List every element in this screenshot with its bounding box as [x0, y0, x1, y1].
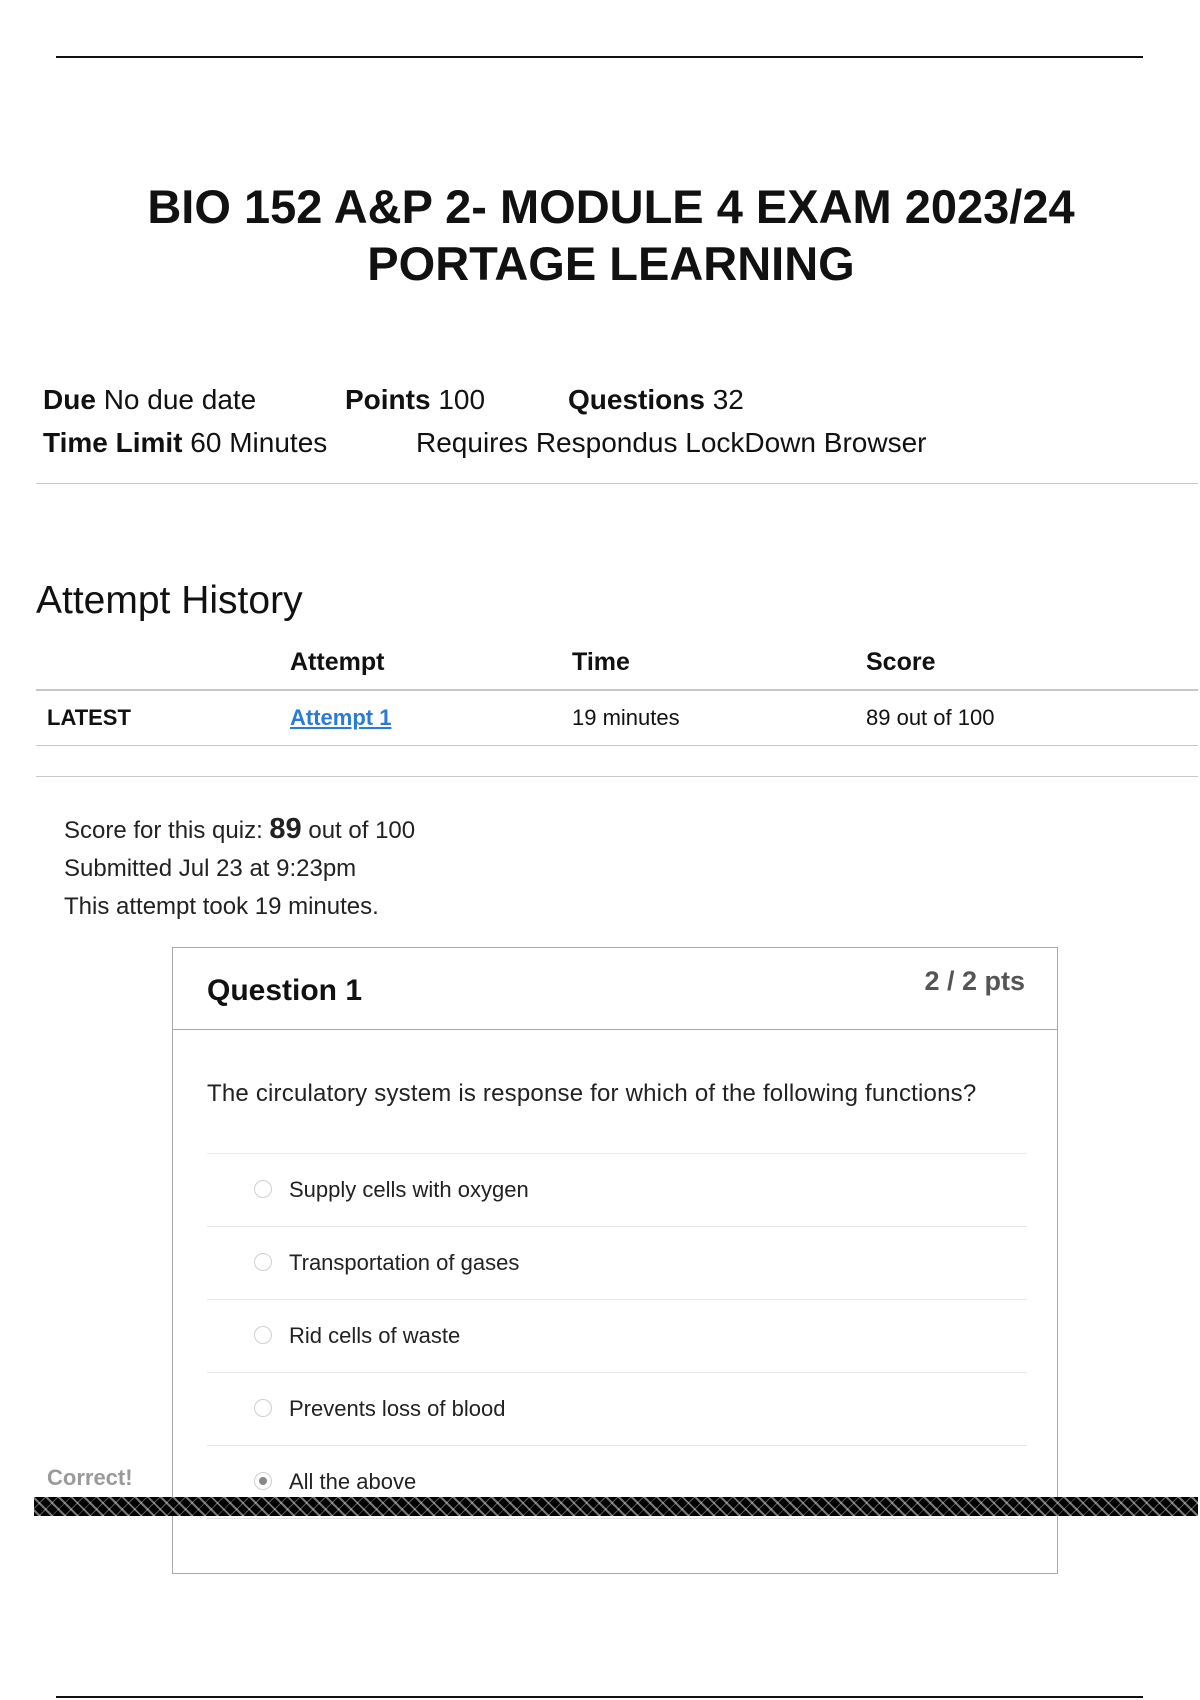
- answer-list: [207, 1153, 1027, 1519]
- column-header-score: Score: [866, 640, 1198, 690]
- submitted-line: Submitted Jul 23 at 9:23pm: [64, 855, 357, 882]
- correct-indicator: Correct!: [47, 1465, 133, 1490]
- questions-label: Questions: [568, 384, 705, 415]
- column-header-time: Time: [572, 640, 866, 690]
- questions-detail: [568, 383, 744, 417]
- score-prefix: Score for this quiz:: [64, 817, 270, 844]
- points-detail: [345, 383, 485, 417]
- answer-label: Prevents loss of blood: [289, 1396, 506, 1421]
- redaction-band: [34, 1497, 1198, 1516]
- time-limit-value: 60 Minutes: [190, 427, 328, 458]
- due-detail: [43, 383, 256, 417]
- quiz-details-row-2: [43, 426, 1143, 462]
- score-line: [64, 810, 415, 850]
- answer-label: Supply cells with oxygen: [289, 1177, 529, 1202]
- quiz-summary: [64, 810, 415, 926]
- column-header: [36, 640, 290, 690]
- document-title: [56, 178, 1166, 292]
- answer-option[interactable]: [207, 1373, 1027, 1446]
- top-rule: [56, 56, 1143, 58]
- latest-tag: LATEST: [36, 690, 290, 746]
- question-header: [173, 948, 1057, 1030]
- time-limit-detail: [43, 426, 327, 460]
- title-line-1: BIO 152 A&P 2- MODULE 4 EXAM 2023/24: [147, 180, 1075, 233]
- table-header-row: [36, 640, 1198, 690]
- attempt-cell: [290, 690, 572, 746]
- table-row: [36, 690, 1198, 746]
- radio-icon[interactable]: [254, 1326, 272, 1344]
- answer-option[interactable]: [207, 1154, 1027, 1227]
- radio-selected-icon[interactable]: [254, 1472, 272, 1490]
- score-value: 89: [269, 813, 302, 845]
- radio-icon[interactable]: [254, 1399, 272, 1417]
- due-value: No due date: [103, 384, 257, 415]
- question-title: Question 1: [207, 974, 363, 1007]
- due-label: Due: [43, 384, 96, 415]
- radio-icon[interactable]: [254, 1180, 272, 1198]
- time-limit-label: Time Limit: [43, 427, 183, 458]
- title-line-2: PORTAGE LEARNING: [367, 237, 855, 290]
- score-suffix: out of 100: [301, 817, 416, 844]
- radio-icon[interactable]: [254, 1253, 272, 1271]
- questions-value: 32: [712, 384, 744, 415]
- question-points: 2 / 2 pts: [924, 966, 1025, 996]
- time-cell: 19 minutes: [572, 690, 866, 746]
- answer-label: Transportation of gases: [289, 1250, 520, 1275]
- quiz-details-row-1: [43, 383, 1143, 419]
- answer-option[interactable]: [207, 1227, 1027, 1300]
- question-text: The circulatory system is response for which of the following functions?: [207, 1080, 977, 1107]
- attempt-history-table: [36, 640, 1198, 746]
- lockdown-requirement: Requires Respondus LockDown Browser: [416, 427, 927, 458]
- points-value: 100: [438, 384, 486, 415]
- details-divider: [36, 483, 1198, 484]
- answer-label: All the above: [289, 1469, 417, 1494]
- duration-line: This attempt took 19 minutes.: [64, 893, 379, 920]
- history-divider: [36, 776, 1198, 777]
- answer-option[interactable]: [207, 1300, 1027, 1373]
- points-label: Points: [345, 384, 431, 415]
- attempt-history-heading: Attempt History: [36, 579, 303, 622]
- attempt-link[interactable]: Attempt 1: [290, 705, 392, 730]
- score-cell: 89 out of 100: [866, 690, 1198, 746]
- column-header-attempt: Attempt: [290, 640, 572, 690]
- question-card: [172, 947, 1058, 1574]
- answer-label: Rid cells of waste: [289, 1323, 461, 1348]
- bottom-rule: [56, 1696, 1143, 1698]
